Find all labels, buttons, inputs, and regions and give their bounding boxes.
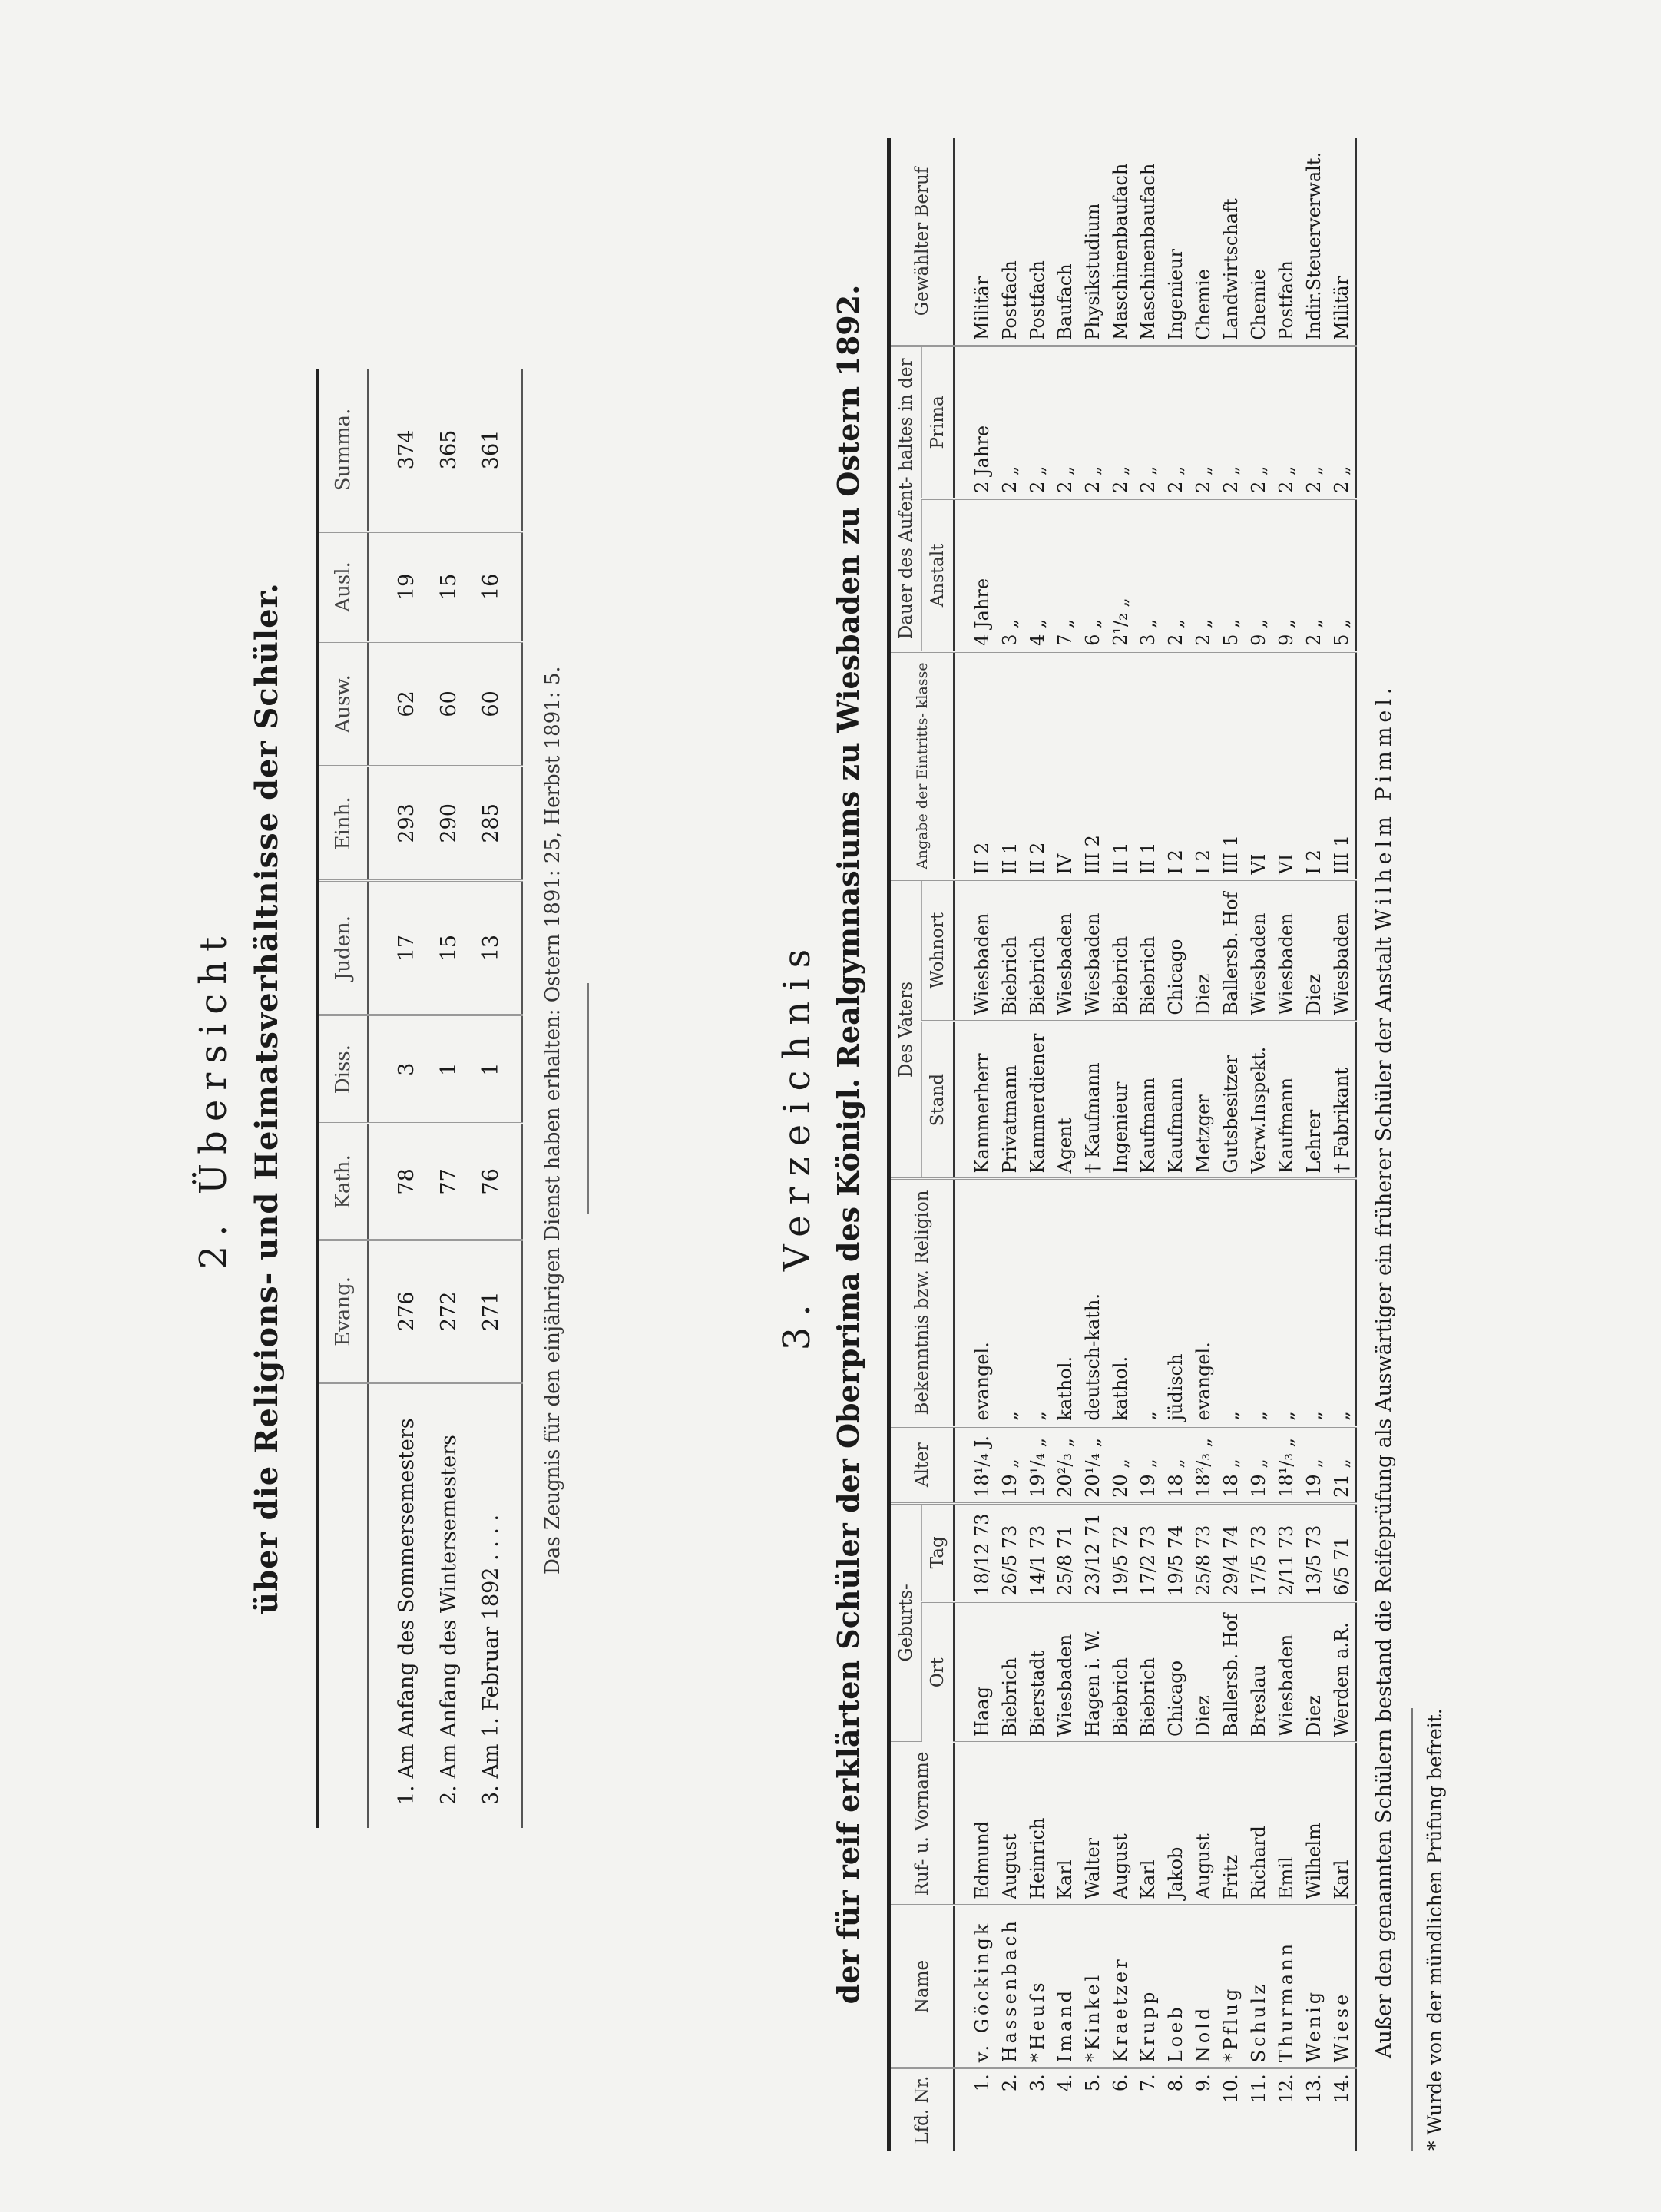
overview-cell: 16	[470, 531, 522, 641]
graduate-anstalt: 5 „	[1217, 498, 1245, 651]
graduate-ort: Biebrich	[1107, 1601, 1134, 1742]
graduate-prima: 2 „	[1107, 346, 1134, 498]
graduate-stand: Ingenieur	[1107, 1021, 1134, 1179]
graduate-name: Loeb	[1162, 1905, 1190, 2068]
overview-cell: 77	[428, 1124, 470, 1240]
graduate-vorname: Richard	[1245, 1742, 1272, 1905]
graduate-vorname: Emil	[1272, 1742, 1300, 1905]
graduate-tag: 19/5 74	[1162, 1503, 1190, 1601]
graduate-row	[1217, 138, 1245, 2151]
overview-cell: 3	[368, 1015, 428, 1124]
graduate-klasse: VI	[1245, 651, 1272, 880]
graduate-alter: 19 „	[1245, 1426, 1272, 1503]
graduate-anstalt: 6 „	[1079, 498, 1107, 651]
graduate-row	[1328, 138, 1356, 2151]
graduate-anstalt: 2 „	[1300, 498, 1328, 651]
graduate-stand: † Fabrikant	[1328, 1021, 1356, 1179]
overview-header-kath: Kath.	[318, 1124, 369, 1240]
overview-cell: 290	[428, 766, 470, 880]
overview-cell: 374	[368, 369, 428, 531]
graduate-name: *Heuſs	[1024, 1905, 1051, 2068]
graduate-stand: Lehrer	[1300, 1021, 1328, 1179]
graduate-name: *Pflug	[1217, 1905, 1245, 2068]
graduate-alter: 19¹/₄ „	[1024, 1426, 1051, 1503]
graduate-stand: Verw.Inspekt.	[1245, 1021, 1272, 1179]
overview-cell: 365	[428, 369, 470, 531]
graduate-name: Hassenbach	[996, 1905, 1024, 2068]
graduate-alter: 19 „	[996, 1426, 1024, 1503]
graduate-anstalt: 2¹/₂ „	[1107, 498, 1134, 651]
graduate-religion: „	[1300, 1179, 1328, 1426]
graduate-ort: Diez	[1300, 1601, 1328, 1742]
graduate-ort: Hagen i. W.	[1079, 1601, 1107, 1742]
graduate-nr: 10.	[1220, 2074, 1242, 2104]
graduate-row	[1245, 138, 1272, 2151]
overview-cell: 62	[368, 642, 428, 767]
graduate-nr: 5.	[1082, 2074, 1103, 2092]
graduate-anstalt: 2 „	[1162, 498, 1190, 651]
graduate-name: Nold	[1190, 1905, 1217, 2068]
graduate-row	[1272, 138, 1300, 2151]
header-ort: Ort	[922, 1601, 955, 1742]
graduate-alter: 20²/₃ „	[1051, 1426, 1079, 1503]
graduates-section	[776, 138, 1447, 2151]
graduate-wohnort: Wiesbaden	[1079, 880, 1107, 1021]
overview-cell: 60	[428, 642, 470, 767]
graduate-nr: 9.	[1193, 2074, 1214, 2092]
overview-title: 2. Übersicht	[192, 927, 235, 1270]
graduate-tag: 25/8 71	[1051, 1503, 1079, 1601]
graduate-klasse: II 2	[1024, 651, 1051, 880]
graduate-vorname: Walter	[1079, 1742, 1107, 1905]
graduate-nr: 11.	[1248, 2074, 1269, 2104]
header-religion: Bekenntnis bzw. Religion	[889, 1179, 955, 1426]
graduate-tag: 18/12 73	[954, 1503, 996, 1601]
graduate-ort: Bierstadt	[1024, 1601, 1051, 1742]
graduate-religion: deutsch-kath.	[1079, 1179, 1107, 1426]
graduate-name: Krupp	[1134, 1905, 1162, 2068]
header-geburts: Geburts-	[889, 1503, 922, 1742]
graduate-vorname: Edmund	[954, 1742, 996, 1905]
graduate-ort: Wiesbaden	[1051, 1601, 1079, 1742]
graduate-anstalt: 7 „	[1051, 498, 1079, 651]
graduate-prima: 2 „	[996, 346, 1024, 498]
footnote-text: Außer den genannten Schülern bestand die Reifeprüfung als Auswärtiger ein früherer Schüler der Anstalt	[1372, 936, 1396, 2058]
graduate-klasse: II 1	[1134, 651, 1162, 880]
overview-cell: 361	[470, 369, 522, 531]
overview-header-ausl: Ausl.	[318, 531, 369, 641]
graduate-alter: 20 „	[1107, 1426, 1134, 1503]
graduate-tag: 25/8 73	[1190, 1503, 1217, 1601]
graduates-table	[887, 138, 1357, 2151]
graduate-tag: 23/12 71	[1079, 1503, 1107, 1601]
graduate-stand: Kammerdiener	[1024, 1021, 1051, 1179]
graduate-beruf: Postfach	[996, 138, 1024, 346]
graduate-ort: Breslau	[1245, 1601, 1272, 1742]
graduate-anstalt: 2 „	[1190, 498, 1217, 651]
header-wohnort: Wohnort	[922, 880, 955, 1021]
graduate-prima: 2 „	[1300, 346, 1328, 498]
overview-cell: 78	[368, 1124, 428, 1240]
graduate-wohnort: Diez	[1300, 880, 1328, 1021]
certificate-note: Das Zeugnis für den einjährigen Dienst haben erhalten: Ostern 1891: 25, Herbst 1891: 5.	[541, 666, 564, 1575]
overview-header-diss: Diss.	[318, 1015, 369, 1124]
overview-cell: 285	[470, 766, 522, 880]
graduate-tag: 13/5 73	[1300, 1503, 1328, 1601]
graduate-beruf: Ingenieur	[1162, 138, 1190, 346]
overview-row-label: 1. Am Anfang des Sommersemesters	[395, 1418, 419, 1805]
graduate-stand: † Kaufmann	[1079, 1021, 1107, 1179]
graduate-beruf: Militär	[1328, 138, 1356, 346]
overview-header-label	[318, 1383, 369, 1829]
graduate-ort: Biebrich	[996, 1601, 1024, 1742]
graduate-beruf: Postfach	[1272, 138, 1300, 346]
graduate-name: *Kinkel	[1079, 1905, 1107, 2068]
header-beruf: Gewählter Beruf	[889, 138, 955, 346]
overview-header-juden: Juden.	[318, 881, 369, 1015]
header-anstalt: Anstalt	[922, 498, 955, 651]
graduate-tag: 26/5 73	[996, 1503, 1024, 1601]
graduate-tag: 2/11 73	[1272, 1503, 1300, 1601]
header-nr: Lfd. Nr.	[889, 2068, 955, 2151]
graduate-prima: 2 „	[1245, 346, 1272, 498]
graduate-beruf: Physikstudium	[1079, 138, 1107, 346]
graduate-religion: evangel.	[1190, 1179, 1217, 1426]
graduate-vorname: Karl	[1051, 1742, 1079, 1905]
header-vorname: Ruf- u. Vorname	[889, 1742, 955, 1905]
graduate-alter: 20¹/₄ „	[1079, 1426, 1107, 1503]
graduate-alter: 18¹/₄ J.	[954, 1426, 996, 1503]
header-name: Name	[889, 1905, 955, 2068]
overview-cell: 60	[470, 642, 522, 767]
overview-row	[470, 369, 522, 1828]
graduate-stand: Kammerherr	[954, 1021, 996, 1179]
graduate-prima: 2 „	[1272, 346, 1300, 498]
graduate-prima: 2 „	[1079, 346, 1107, 498]
overview-cell: 271	[470, 1240, 522, 1382]
graduate-ort: Diez	[1190, 1601, 1217, 1742]
graduate-nr: 1.	[971, 2074, 993, 2092]
graduate-wohnort: Diez	[1190, 880, 1217, 1021]
graduate-nr: 12.	[1276, 2074, 1297, 2104]
graduate-row	[1051, 138, 1079, 2151]
graduate-ort: Biebrich	[1134, 1601, 1162, 1742]
footnote-name: Wilhelm Pimmel.	[1372, 683, 1396, 931]
graduate-beruf: Militär	[954, 138, 996, 346]
graduate-alter: 19 „	[1300, 1426, 1328, 1503]
graduate-wohnort: Biebrich	[996, 880, 1024, 1021]
graduate-klasse: III 1	[1217, 651, 1245, 880]
graduate-stand: Gutsbesitzer	[1217, 1021, 1245, 1179]
graduate-klasse: III 2	[1079, 651, 1107, 880]
graduate-anstalt: 3 „	[1134, 498, 1162, 651]
graduate-tag: 29/4 74	[1217, 1503, 1245, 1601]
graduate-wohnort: Biebrich	[1107, 880, 1134, 1021]
graduate-wohnort: Wiesbaden	[1245, 880, 1272, 1021]
graduate-ort: Wiesbaden	[1272, 1601, 1300, 1742]
graduate-wohnort: Wiesbaden	[1328, 880, 1356, 1021]
graduate-nr: 13.	[1303, 2074, 1325, 2104]
graduate-prima: 2 „	[1328, 346, 1356, 498]
graduate-vorname: August	[1107, 1742, 1134, 1905]
graduates-table-body	[954, 138, 1356, 2151]
graduate-nr: 14.	[1331, 2074, 1352, 2104]
graduate-prima: 2 „	[1051, 346, 1079, 498]
footnote	[1372, 138, 1447, 2151]
graduate-wohnort: Wiesbaden	[1272, 880, 1300, 1021]
header-prima: Prima	[922, 346, 955, 498]
overview-header-row	[318, 369, 369, 1828]
overview-table	[316, 369, 523, 1828]
graduate-beruf: Indir.Steuerverwalt.	[1300, 138, 1328, 346]
graduate-wohnort: Wiesbaden	[954, 880, 996, 1021]
graduate-tag: 6/5 71	[1328, 1503, 1356, 1601]
graduate-name: Imand	[1051, 1905, 1079, 2068]
graduate-beruf: Maschinenbaufach	[1107, 138, 1134, 346]
graduate-alter: 18¹/₃ „	[1272, 1426, 1300, 1503]
graduate-row	[1079, 138, 1107, 2151]
graduate-beruf: Maschinenbaufach	[1134, 138, 1162, 346]
graduate-anstalt: 5 „	[1328, 498, 1356, 651]
overview-header-evang: Evang.	[318, 1240, 369, 1382]
graduate-nr: 3.	[1027, 2074, 1048, 2092]
asterisk-note: * Wurde von der mündlichen Prüfung befreit.	[1411, 1708, 1446, 2151]
graduate-klasse: IV	[1051, 651, 1079, 880]
graduate-religion: „	[1134, 1179, 1162, 1426]
overview-cell: 13	[470, 881, 522, 1015]
graduate-religion: „	[1272, 1179, 1300, 1426]
section-divider	[587, 983, 589, 1214]
graduate-beruf: Chemie	[1190, 138, 1217, 346]
header-dauer: Dauer des Aufent- haltes in der	[889, 346, 922, 651]
graduate-ort: Haag	[954, 1601, 996, 1742]
graduate-row	[1024, 138, 1051, 2151]
graduate-stand: Agent	[1051, 1021, 1079, 1179]
graduate-tag: 17/5 73	[1245, 1503, 1272, 1601]
graduate-vorname: Wilhelm	[1300, 1742, 1328, 1905]
graduate-tag: 19/5 72	[1107, 1503, 1134, 1601]
graduate-wohnort: Biebrich	[1134, 880, 1162, 1021]
graduate-ort: Chicago	[1162, 1601, 1190, 1742]
graduate-row	[996, 138, 1024, 2151]
graduate-nr: 6.	[1110, 2074, 1131, 2092]
graduate-religion: jüdisch	[1162, 1179, 1190, 1426]
graduate-beruf: Postfach	[1024, 138, 1051, 346]
overview-section	[192, 369, 589, 1828]
graduate-klasse: II 2	[954, 651, 996, 880]
overview-cell: 276	[368, 1240, 428, 1382]
overview-row	[368, 369, 428, 1828]
header-vaters: Des Vaters	[889, 880, 922, 1179]
graduate-klasse: VI	[1272, 651, 1300, 880]
overview-table-body	[368, 369, 522, 1828]
graduate-vorname: Heinrich	[1024, 1742, 1051, 1905]
graduate-nr: 8.	[1165, 2074, 1186, 2092]
graduate-klasse: I 2	[1190, 651, 1217, 880]
graduate-stand: Metzger	[1190, 1021, 1217, 1179]
graduate-nr: 7.	[1137, 2074, 1159, 2092]
overview-cell: 1	[428, 1015, 470, 1124]
graduate-anstalt: 4 „	[1024, 498, 1051, 651]
overview-subtitle: über die Religions- und Heimatsverhältnisse der Schüler.	[249, 582, 285, 1614]
overview-cell: 272	[428, 1240, 470, 1382]
graduate-stand: Kaufmann	[1134, 1021, 1162, 1179]
footnote-external	[1372, 138, 1396, 2151]
graduate-prima: 2 „	[1162, 346, 1190, 498]
graduate-anstalt: 3 „	[996, 498, 1024, 651]
graduate-name: v. Göckingk	[954, 1905, 996, 2068]
graduate-anstalt: 4 Jahre	[954, 498, 996, 651]
graduate-religion: „	[1245, 1179, 1272, 1426]
graduate-alter: 18 „	[1217, 1426, 1245, 1503]
overview-cell: 15	[428, 531, 470, 641]
graduate-religion: kathol.	[1107, 1179, 1134, 1426]
graduate-vorname: Karl	[1328, 1742, 1356, 1905]
header-tag: Tag	[922, 1503, 955, 1601]
graduate-klasse: III 1	[1328, 651, 1356, 880]
graduate-ort: Ballersb. Hof	[1217, 1601, 1245, 1742]
graduate-tag: 14/1 73	[1024, 1503, 1051, 1601]
graduate-religion: „	[1328, 1179, 1356, 1426]
overview-cell: 293	[368, 766, 428, 880]
graduate-vorname: Jakob	[1162, 1742, 1190, 1905]
graduate-row	[1107, 138, 1134, 2151]
graduate-vorname: Fritz	[1217, 1742, 1245, 1905]
graduate-tag: 17/2 73	[1134, 1503, 1162, 1601]
graduates-header-row-1	[889, 138, 922, 2151]
graduate-stand: Kaufmann	[1162, 1021, 1190, 1179]
overview-cell: 1	[470, 1015, 522, 1124]
graduate-name: Kraetzer	[1107, 1905, 1134, 2068]
graduate-ort: Werden a.R.	[1328, 1601, 1356, 1742]
graduate-prima: 2 „	[1190, 346, 1217, 498]
graduate-row	[1134, 138, 1162, 2151]
graduate-row	[954, 138, 996, 2151]
graduate-beruf: Landwirtschaft	[1217, 138, 1245, 346]
graduate-name: Thurmann	[1272, 1905, 1300, 2068]
overview-row-label: 2. Am Anfang des Wintersemesters	[437, 1435, 461, 1805]
graduate-beruf: Baufach	[1051, 138, 1079, 346]
graduate-stand: Privatmann	[996, 1021, 1024, 1179]
graduate-nr: 2.	[999, 2074, 1021, 2092]
overview-cell: 15	[428, 881, 470, 1015]
graduate-nr: 4.	[1054, 2074, 1076, 2092]
graduate-klasse: II 1	[1107, 651, 1134, 880]
graduates-subtitle: der für reif erklärten Schüler der Oberprima des Königl. Realgymnasiums zu Wiesbaden zu Ostern 1892.	[831, 284, 865, 2005]
graduate-prima: 2 „	[1024, 346, 1051, 498]
graduate-anstalt: 9 „	[1272, 498, 1300, 651]
graduate-vorname: August	[996, 1742, 1024, 1905]
graduate-alter: 19 „	[1134, 1426, 1162, 1503]
graduate-row	[1300, 138, 1328, 2151]
graduate-religion: „	[1024, 1179, 1051, 1426]
graduate-wohnort: Wiesbaden	[1051, 880, 1079, 1021]
overview-header-einh: Einh.	[318, 766, 369, 880]
graduate-vorname: Karl	[1134, 1742, 1162, 1905]
graduate-prima: 2 Jahre	[954, 346, 996, 498]
overview-header-summa: Summa.	[318, 369, 369, 531]
header-klasse: Angabe der Eintritts- klasse	[889, 651, 955, 880]
graduate-anstalt: 9 „	[1245, 498, 1272, 651]
graduate-vorname: August	[1190, 1742, 1217, 1905]
graduate-prima: 2 „	[1217, 346, 1245, 498]
overview-cell: 19	[368, 531, 428, 641]
graduate-row	[1190, 138, 1217, 2151]
overview-cell: 76	[470, 1124, 522, 1240]
graduate-klasse: I 2	[1162, 651, 1190, 880]
graduate-name: Schulz	[1245, 1905, 1272, 2068]
graduate-name: Wenig	[1300, 1905, 1328, 2068]
graduate-klasse: I 2	[1300, 651, 1328, 880]
graduate-alter: 18²/₃ „	[1190, 1426, 1217, 1503]
graduate-alter: 21 „	[1328, 1426, 1356, 1503]
overview-row-label: 3. Am 1. Februar 1892 . . . .	[479, 1514, 503, 1805]
graduates-title: 3. Verzeichnis	[776, 938, 819, 1351]
graduate-prima: 2 „	[1134, 346, 1162, 498]
header-stand: Stand	[922, 1021, 955, 1179]
graduate-wohnort: Ballersb. Hof	[1217, 880, 1245, 1021]
graduate-row	[1162, 138, 1190, 2151]
graduate-wohnort: Biebrich	[1024, 880, 1051, 1021]
graduate-name: Wiese	[1328, 1905, 1356, 2068]
graduate-stand: Kaufmann	[1272, 1021, 1300, 1179]
header-alter: Alter	[889, 1426, 955, 1503]
graduate-religion: evangel.	[954, 1179, 996, 1426]
graduate-religion: „	[1217, 1179, 1245, 1426]
graduate-religion: „	[996, 1179, 1024, 1426]
overview-row	[428, 369, 470, 1828]
graduate-wohnort: Chicago	[1162, 880, 1190, 1021]
graduate-religion: kathol.	[1051, 1179, 1079, 1426]
graduate-klasse: II 1	[996, 651, 1024, 880]
graduate-beruf: Chemie	[1245, 138, 1272, 346]
graduate-alter: 18 „	[1162, 1426, 1190, 1503]
overview-header-ausw: Ausw.	[318, 642, 369, 767]
overview-cell: 17	[368, 881, 428, 1015]
